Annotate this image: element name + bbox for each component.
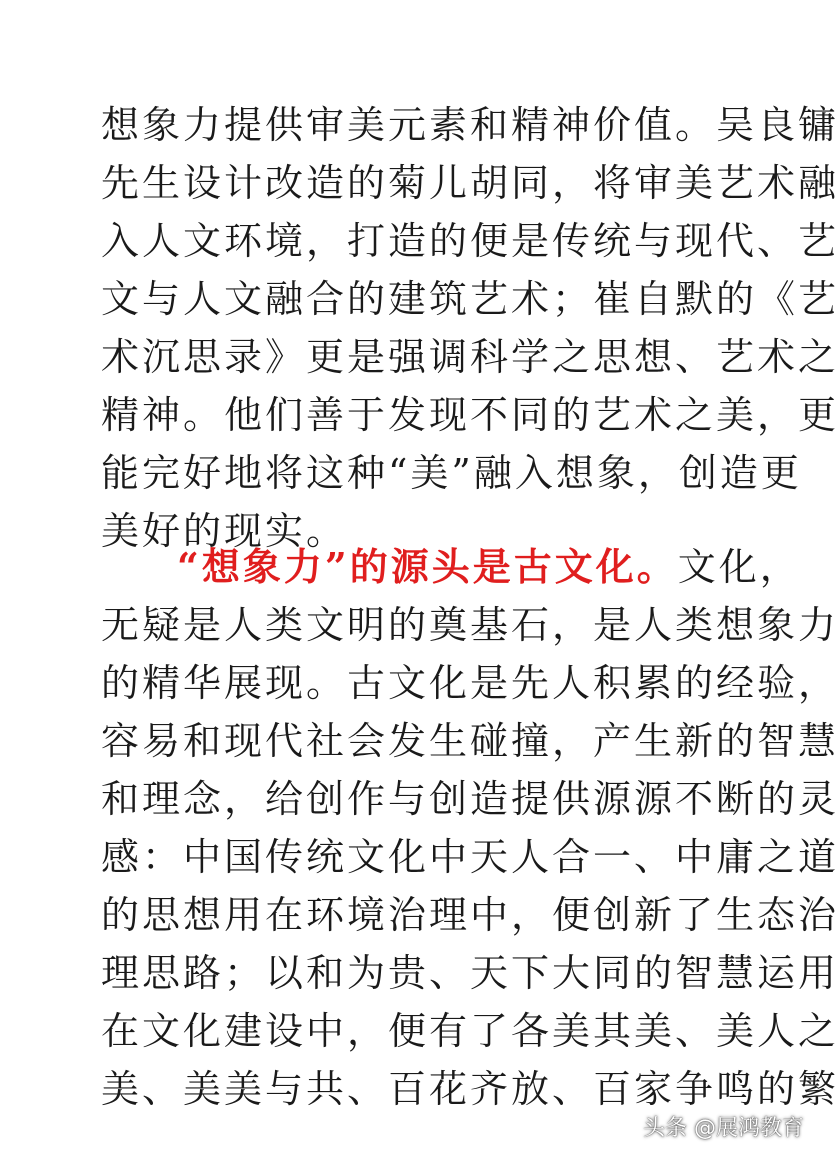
paragraph-line: 美好的现实。 [101, 509, 348, 553]
paragraph-line: 想象力提供审美元素和精神价值。吴良镛 [101, 103, 839, 147]
paragraph-line: 术沉思录》更是强调科学之思想、艺术之 [101, 335, 839, 379]
first-line-rest: 文化， [677, 545, 801, 589]
highlight-heading: “想象力”的源头是古文化。 [177, 544, 678, 589]
paragraph-1 [101, 96, 839, 560]
paragraph-line: 的精华展现。古文化是先人积累的经验， [101, 661, 839, 705]
watermark: 头条 @展鸿教育 [643, 1116, 804, 1141]
paragraph-first-line [101, 538, 801, 596]
paragraph-line: 理思路；以和为贵、天下大同的智慧运用 [101, 951, 839, 995]
paragraph-line: 入人文环境，打造的便是传统与现代、艺 [101, 219, 839, 263]
paragraph-line: 容易和现代社会发生碰撞，产生新的智慧 [101, 719, 839, 763]
paragraph-line: 在文化建设中，便有了各美其美、美人之 [101, 1009, 839, 1053]
paragraph-line: 和理念，给创作与创造提供源源不断的灵 [101, 777, 839, 821]
paragraph-line: 精神。他们善于发现不同的艺术之美，更 [101, 393, 839, 437]
paragraph-line: 无疑是人类文明的奠基石，是人类想象力 [101, 603, 839, 647]
paragraph-line: 的思想用在环境治理中，便创新了生态治 [101, 893, 839, 937]
paragraph-line: 文与人文融合的建筑艺术；崔自默的《艺 [101, 277, 839, 321]
paragraph-line: 美、美美与共、百花齐放、百家争鸣的繁 [101, 1067, 839, 1111]
paragraph-2 [101, 538, 839, 1118]
paragraph-line: 感：中国传统文化中天人合一、中庸之道 [101, 835, 839, 879]
paragraph-line: 先生设计改造的菊儿胡同，将审美艺术融 [101, 161, 839, 205]
paragraph-line: 能完好地将这种“美”融入想象，创造更 [101, 451, 802, 495]
